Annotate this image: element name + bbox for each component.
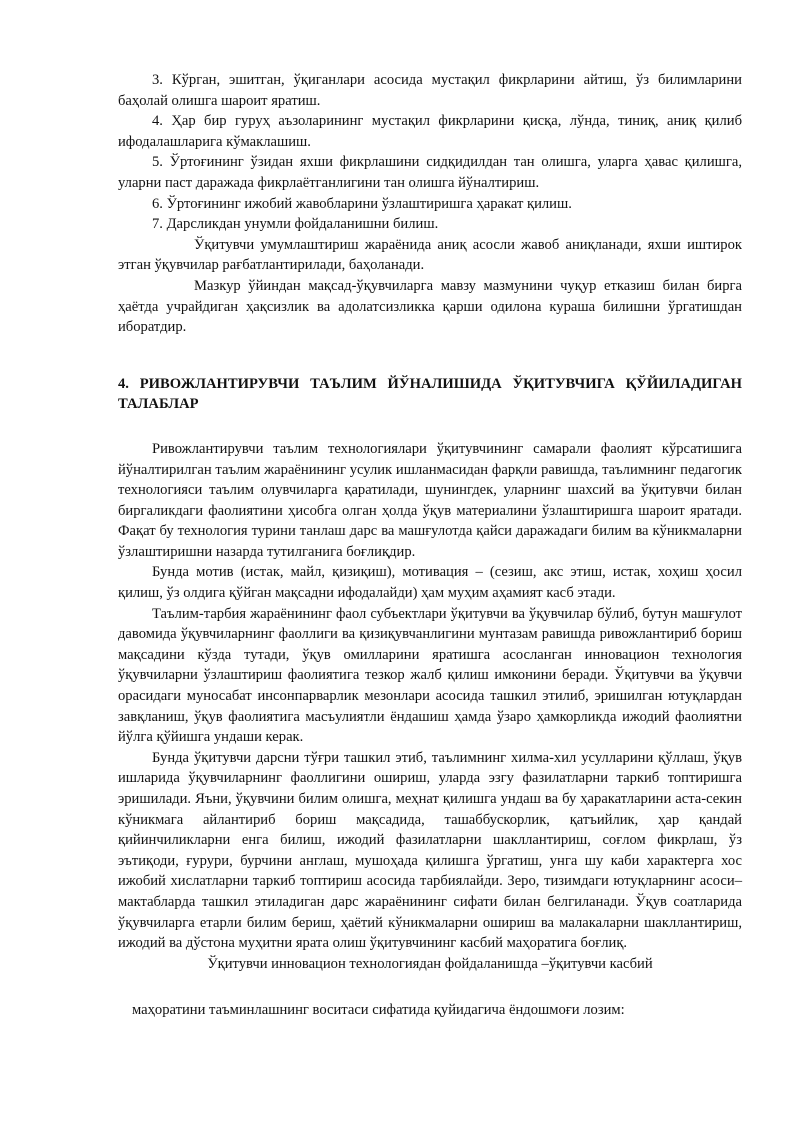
closing-line-1: Ўқитувчи инновацион технологиядан фойдаланишда –ўқитувчи касбий <box>207 955 653 972</box>
goal-paragraph: Мазкур ўйиндан мақсад-ўқувчиларга мавзу мазмунини чуқур етказиш билан бирга ҳаётда учрайдиган ҳақсизлик ва адолатсизликка қарши одилона кураша билишни ўргатишдан иборатдир. <box>118 277 742 336</box>
document-page <box>118 70 742 1021</box>
body-paragraph: Таълим-тарбия жараёнининг фаол субъектлари ўқитувчи ва ўқувчилар бўлиб, бутун машғулот давомида ўқувчиларнинг фаоллиги ва қизиқувчанлигини мунтазам равишда ривожлантириб бориш мақсадини кўзда тутади, ўқув омилларини яратишга асосланган инновацион технология ўқувчиларни ўзлаштириш фаолиятига тезкор жалб қилиш имконини беради. Ўқитувчи ва ўқувчи орасидаги муносабат инсонпарварлик мезонлари асосида ташкил этилиб, эришилган ютуқлардан завқланиш, ўқув фаолиятига масъулиятли ёндашиш ҳамда ўзаро ҳамкорликда ижодий фаолиятни йўлга қўйишга ундаши керак. <box>118 605 742 746</box>
section-heading: 4. РИВОЖЛАНТИРУВЧИ ТАЪЛИМ ЙЎНАЛИШИДА ЎҚИТУВЧИГА ҚЎЙИЛАДИГАН ТАЛАБЛАР <box>118 375 742 413</box>
list-item-3: 3. Кўрган, эшитган, ўқиганлари асосида мустақил фикрларини айтиш, ўз билимларини баҳолай олишга шароит яратиш. <box>118 72 742 109</box>
body-paragraph: Бунда ўқитувчи дарсни тўғри ташкил этиб, таълимнинг хилма-хил усулларини қўллаш, ўқув ишларида ўқувчиларнинг фаоллигини ошириш, уларда эзгу фазилатларни таркиб топтиришга эришилади. Яъни, ўқувчини билим олишга, меҳнат қилишга ундаш ва бу ҳаракатларини аста-секин кўникмага айлантириб бориш мақсадида, ташаббускорлик, қатъийлик, ҳар қандай қийинчиликларни енга билиш, ижодий фазилатларни шакллантириш, соғлом фикрлаш, ўз эътиқоди, ғурури, бурчини англаш, мушоҳада қилишга ўргатиш, унга шу каби характерга хос ижобий хислатларни таркиб топтириш асосида тарбиялайди. Зеро, тизимдаги ютуқларнинг асоси–мактабларда ташкил этиладиган дарс жараёнининг сифати билан белгиланади. Ўқув соатларида ўқувчиларга етарли билим бериш, ҳаётий кўникмаларни ошириш ва малакаларни шакллантириш, ижодий ва дўстона муҳитни ярата олиш ўқитувчининг касбий маҳоратига боғлиқ. <box>118 749 742 952</box>
body-paragraph: Бунда мотив (истак, майл, қизиқиш), мотивация – (сезиш, акс этиш, истак, хоҳиш ҳосил қилиш, ўз олдига қўйган мақсадни ифодалайди) ҳам муҳим аҳамият касб этади. <box>118 564 742 602</box>
list-item-7: 7. Дарсликдан унумли фойдаланишни билиш. <box>152 216 439 233</box>
list-item-6: 6. Ўртоғининг ижобий жавобларини ўзлаштиришга ҳаракат қилиш. <box>152 195 572 212</box>
closing-line-2: маҳоратини таъминлашнинг воситаси сифатида қуйидагича ёндошмоғи лозим: <box>132 1002 625 1019</box>
list-item-4: 4. Ҳар бир гуруҳ аъзоларининг мустақил фикрларини қисқа, лўнда, тиниқ, аниқ қилиб ифодалашларига кўмаклашиш. <box>118 113 742 150</box>
list-item-5: 5. Ўртоғининг ўзидан яхши фикрлашини сидқидилдан тан олишга, уларга ҳавас қилишга, уларни паст даражада фикрлаётганлигини тан олишга йўналтириш. <box>118 154 742 191</box>
summary-paragraph: Ўқитувчи умумлаштириш жараёнида аниқ асосли жавоб аниқланади, яхши иштирок этган ўқувчилар рағбатлантирилади, баҳоланади. <box>118 236 742 274</box>
body-paragraph: Ривожлантирувчи таълим технологиялари ўқитувчининг самарали фаолият кўрсатишига йўналтирилган таълим жараёнининг усулик ишланмасидан фарқли равишда, таълимнинг педагогик технологияси таълим олувчиларга қаратилади, шунингдек, уларнинг шахсий ва ўқитувчи билан биргаликдаги фаолиятини ҳисобга олган ҳолда ўқув материалини ўзлаштиришга шароит яратади. Фақат бу технология турини танлаш дарс ва машғулотда қайси даражадаги билим ва кўникмаларни ўзлаштиришни назарда тутилганига боғлиқдир. <box>118 440 742 560</box>
